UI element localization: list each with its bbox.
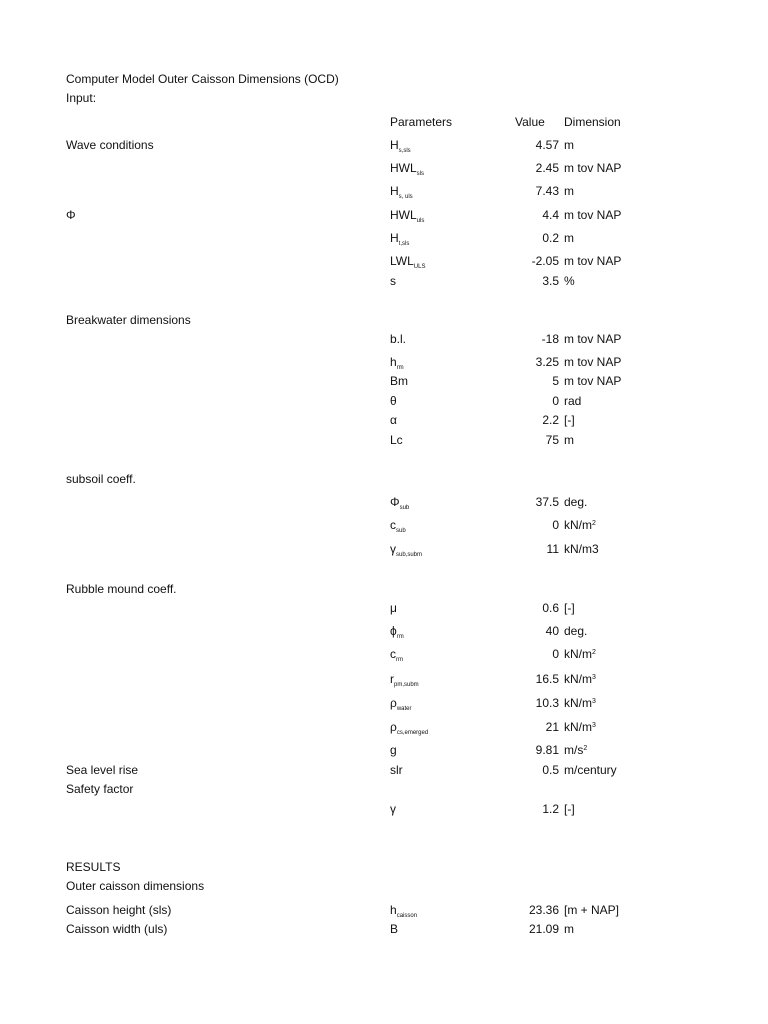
dimension-unit: deg. bbox=[564, 624, 588, 638]
parameter-symbol: H bbox=[390, 138, 399, 152]
dimension-unit: m/s bbox=[564, 743, 584, 757]
row-parameter bbox=[390, 138, 411, 152]
row-dimension bbox=[564, 624, 587, 638]
parameter-subscript: rm bbox=[396, 365, 404, 371]
row-parameter bbox=[390, 433, 403, 447]
parameter-symbol: ρ bbox=[390, 720, 397, 734]
parameter-subscript: uls bbox=[416, 218, 425, 224]
parameter-symbol: LWL bbox=[390, 254, 414, 268]
parameter-symbol: H bbox=[390, 231, 399, 245]
result-label: Caisson height (sls) bbox=[66, 903, 172, 917]
row-value: 7.43 bbox=[535, 184, 559, 198]
row-parameter bbox=[390, 763, 403, 777]
dimension-exponent: 2 bbox=[583, 745, 588, 752]
dimension-exponent: 2 bbox=[592, 649, 596, 656]
result-dimension bbox=[564, 903, 619, 917]
dimension-unit: deg. bbox=[564, 495, 588, 509]
dimension-unit: kN/m bbox=[564, 720, 592, 734]
dimension-unit: rad bbox=[564, 394, 582, 408]
parameter-symbol: Φ bbox=[390, 495, 400, 509]
row-dimension bbox=[564, 138, 574, 152]
parameter-symbol: b.l. bbox=[390, 332, 407, 346]
parameter-subscript: water bbox=[396, 706, 412, 712]
row-parameter bbox=[390, 184, 413, 198]
row-parameter bbox=[390, 672, 419, 686]
parameter-symbol: μ bbox=[390, 601, 397, 615]
row-dimension bbox=[564, 161, 621, 175]
row-dimension bbox=[564, 231, 574, 245]
dimension-unit: kN/m bbox=[564, 518, 592, 532]
dimension-unit: [-] bbox=[564, 601, 575, 615]
parameter-symbol: H bbox=[390, 184, 399, 198]
dimension-unit: kN/m bbox=[564, 696, 592, 710]
dimension-unit: m tov NAP bbox=[564, 374, 622, 388]
dimension-unit: [-] bbox=[564, 802, 575, 816]
dimension-unit: % bbox=[564, 274, 575, 288]
row-parameter bbox=[390, 231, 409, 245]
parameter-subscript: sub,subm bbox=[396, 552, 423, 558]
parameter-symbol: γ bbox=[390, 802, 396, 816]
dimension-unit: kN/m bbox=[564, 647, 592, 661]
row-parameter bbox=[390, 720, 428, 734]
row-dimension bbox=[564, 274, 575, 288]
section-label: Rubble mound coeff. bbox=[66, 582, 177, 596]
section-label: Φ bbox=[66, 208, 76, 222]
row-dimension bbox=[564, 763, 617, 777]
row-parameter bbox=[390, 161, 424, 175]
row-parameter bbox=[390, 495, 409, 509]
row-value: 10.3 bbox=[535, 696, 559, 710]
dimension-exponent: 3 bbox=[592, 674, 596, 681]
parameter-subscript: pm,subm bbox=[394, 682, 419, 688]
parameter-symbol: c bbox=[390, 647, 396, 661]
row-dimension bbox=[564, 208, 621, 222]
dimension-unit: m tov NAP bbox=[564, 254, 622, 268]
dimension-exponent: 2 bbox=[592, 520, 596, 527]
section-label: Safety factor bbox=[66, 782, 134, 796]
parameter-symbol: s bbox=[390, 274, 396, 288]
row-dimension bbox=[564, 647, 596, 661]
row-value: 3.25 bbox=[535, 355, 559, 369]
parameter-subscript: cs,emerged bbox=[396, 730, 429, 736]
section-label: Breakwater dimensions bbox=[66, 313, 191, 327]
parameter-symbol: ρ bbox=[390, 696, 397, 710]
row-parameter bbox=[390, 413, 397, 427]
results-subtitle: Outer caisson dimensions bbox=[66, 879, 205, 893]
parameter-symbol: c bbox=[390, 518, 396, 532]
parameter-symbol: r bbox=[390, 672, 394, 686]
row-dimension bbox=[564, 672, 596, 686]
row-value: 0 bbox=[552, 647, 559, 661]
parameter-symbol: ϕ bbox=[390, 624, 397, 638]
row-dimension bbox=[564, 743, 587, 757]
dimension-unit: [-] bbox=[564, 413, 575, 427]
row-value: 40 bbox=[545, 624, 559, 638]
row-dimension bbox=[564, 802, 575, 816]
dimension-unit: m bbox=[564, 231, 574, 245]
dimension-unit: m tov NAP bbox=[564, 355, 622, 369]
result-parameter bbox=[390, 903, 417, 917]
row-parameter bbox=[390, 332, 406, 346]
row-parameter bbox=[390, 355, 404, 369]
row-value: 75 bbox=[545, 433, 559, 447]
parameter-symbol: g bbox=[390, 743, 397, 757]
parameter-symbol: γ bbox=[390, 542, 396, 556]
dimension-exponent: 3 bbox=[592, 722, 596, 729]
page-title: Computer Model Outer Caisson Dimensions (OCD) bbox=[66, 72, 339, 86]
parameter-symbol: Lc bbox=[390, 433, 403, 447]
parameter-subscript: ULS bbox=[413, 264, 426, 270]
dimension-unit: m/century bbox=[564, 763, 617, 777]
parameter-subscript: s, uls bbox=[398, 194, 413, 200]
dimension-unit: m bbox=[564, 184, 574, 198]
row-dimension bbox=[564, 542, 599, 556]
row-value: 0.2 bbox=[542, 231, 559, 245]
row-value: 2.45 bbox=[535, 161, 559, 175]
row-parameter bbox=[390, 647, 403, 661]
row-value: 0.5 bbox=[542, 763, 559, 777]
row-dimension bbox=[564, 413, 575, 427]
parameter-subscript: sls bbox=[416, 171, 425, 177]
parameter-symbol: θ bbox=[390, 394, 397, 408]
row-value: 0 bbox=[552, 394, 559, 408]
row-value: -18 bbox=[541, 332, 559, 346]
result-value: 23.36 bbox=[528, 903, 559, 917]
row-value: 5 bbox=[552, 374, 559, 388]
parameter-symbol: h bbox=[390, 903, 397, 917]
header-parameters: Parameters bbox=[390, 115, 453, 129]
parameter-symbol: α bbox=[390, 413, 397, 427]
parameter-subscript: rm bbox=[396, 657, 403, 663]
row-dimension bbox=[564, 433, 574, 447]
header-value: Value bbox=[515, 115, 545, 129]
row-dimension bbox=[564, 495, 587, 509]
row-dimension bbox=[564, 332, 621, 346]
row-value: 21 bbox=[545, 720, 559, 734]
dimension-unit: m bbox=[564, 922, 574, 936]
parameter-symbol: B bbox=[390, 922, 399, 936]
dimension-unit: [m + NAP] bbox=[564, 903, 620, 917]
result-parameter bbox=[390, 922, 398, 936]
section-label: Wave conditions bbox=[66, 138, 154, 152]
section-label: subsoil coeff. bbox=[66, 472, 136, 486]
dimension-unit: m tov NAP bbox=[564, 208, 622, 222]
input-label: Input: bbox=[66, 91, 97, 105]
dimension-unit: m tov NAP bbox=[564, 332, 622, 346]
row-value: 0.6 bbox=[542, 601, 559, 615]
header-dimension: Dimension bbox=[564, 115, 621, 129]
parameter-symbol: slr bbox=[390, 763, 403, 777]
row-value: 9.81 bbox=[535, 743, 559, 757]
row-parameter bbox=[390, 743, 397, 757]
row-value: 4.57 bbox=[535, 138, 559, 152]
row-value: -2.05 bbox=[531, 254, 559, 268]
row-dimension bbox=[564, 254, 621, 268]
row-value: 3.5 bbox=[542, 274, 559, 288]
dimension-exponent: 3 bbox=[592, 698, 596, 705]
dimension-unit: m tov NAP bbox=[564, 161, 622, 175]
result-label: Caisson width (uls) bbox=[66, 922, 168, 936]
parameter-symbol: HWL bbox=[390, 161, 417, 175]
row-dimension bbox=[564, 518, 596, 532]
row-dimension bbox=[564, 601, 575, 615]
parameter-subscript: rm bbox=[396, 634, 404, 640]
row-parameter bbox=[390, 208, 424, 222]
row-parameter bbox=[390, 374, 408, 388]
dimension-unit: m bbox=[564, 433, 574, 447]
row-dimension bbox=[564, 394, 581, 408]
row-value: 2.2 bbox=[542, 413, 559, 427]
row-value: 1.2 bbox=[542, 802, 559, 816]
row-parameter bbox=[390, 624, 404, 638]
row-dimension bbox=[564, 184, 574, 198]
dimension-unit: kN/m3 bbox=[564, 542, 599, 556]
parameter-subscript: sub bbox=[399, 505, 410, 511]
row-parameter bbox=[390, 601, 397, 615]
row-parameter bbox=[390, 518, 406, 532]
row-value: 11 bbox=[546, 542, 559, 556]
row-parameter bbox=[390, 394, 397, 408]
row-value: 0 bbox=[552, 518, 559, 532]
row-value: 16.5 bbox=[535, 672, 559, 686]
row-dimension bbox=[564, 374, 621, 388]
result-value: 21.09 bbox=[528, 922, 559, 936]
parameter-subscript: caisson bbox=[396, 913, 418, 919]
parameter-subscript: s,sls bbox=[398, 148, 411, 154]
parameter-subscript: t,sls bbox=[398, 241, 410, 247]
row-dimension bbox=[564, 355, 621, 369]
row-parameter bbox=[390, 696, 412, 710]
parameter-symbol: HWL bbox=[390, 208, 417, 222]
row-parameter bbox=[390, 274, 396, 288]
dimension-unit: m bbox=[564, 138, 574, 152]
row-parameter bbox=[390, 542, 422, 556]
row-parameter bbox=[390, 254, 425, 268]
results-title: RESULTS bbox=[66, 860, 121, 874]
result-dimension bbox=[564, 922, 574, 936]
row-dimension bbox=[564, 720, 596, 734]
parameter-symbol: Bm bbox=[390, 374, 408, 388]
section-label: Sea level rise bbox=[66, 763, 139, 777]
row-parameter bbox=[390, 802, 396, 816]
parameter-symbol: h bbox=[390, 355, 397, 369]
row-value: 37.5 bbox=[535, 495, 559, 509]
dimension-unit: kN/m bbox=[564, 672, 592, 686]
row-value: 4.4 bbox=[542, 208, 559, 222]
parameter-subscript: sub bbox=[396, 528, 406, 534]
row-dimension bbox=[564, 696, 596, 710]
